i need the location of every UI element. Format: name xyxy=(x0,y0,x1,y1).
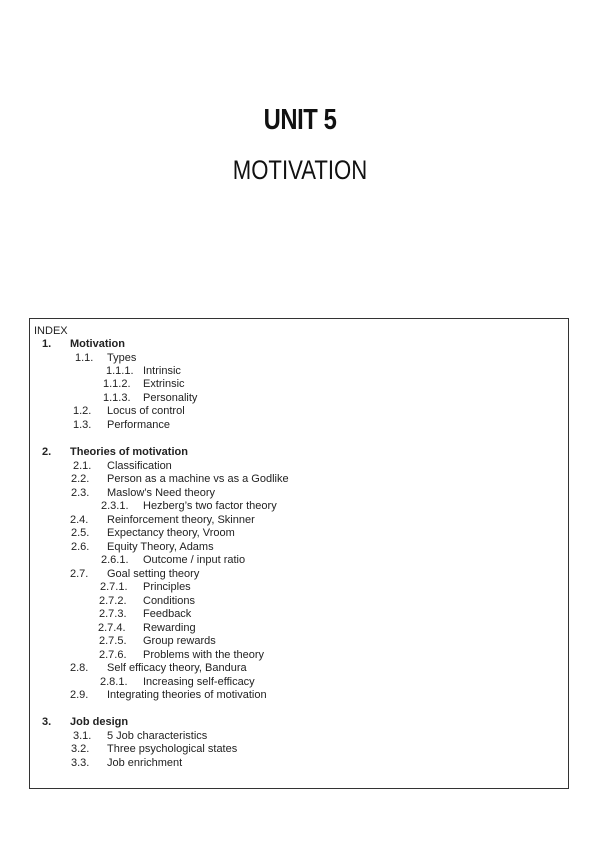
toc-number: 2.7.2. xyxy=(99,595,127,607)
toc-text: Self efficacy theory, Bandura xyxy=(107,662,247,674)
toc-number: 2.4. xyxy=(70,514,89,526)
toc-text: Theories of motivation xyxy=(70,446,188,458)
page-title: MOTIVATION xyxy=(232,155,368,185)
toc-number: 1. xyxy=(42,338,52,350)
toc-text: Job enrichment xyxy=(107,757,183,769)
toc-text: Types xyxy=(107,352,137,364)
toc-text: Problems with the theory xyxy=(143,649,265,661)
toc-text: Hezberg’s two factor theory xyxy=(143,500,277,512)
toc-text: Performance xyxy=(107,419,170,431)
toc-text: Feedback xyxy=(143,608,192,620)
toc-number: 1.1.1. xyxy=(106,365,134,377)
toc-number: 2.6. xyxy=(71,541,90,553)
toc-number: 2.8.1. xyxy=(100,676,128,688)
toc-number: 1.1.3. xyxy=(103,392,131,404)
index-box xyxy=(29,318,569,789)
toc-text: Expectancy theory, Vroom xyxy=(107,527,235,539)
toc-number: 2.8. xyxy=(70,662,89,674)
toc-text: Locus of control xyxy=(107,405,185,417)
toc-text: Rewarding xyxy=(143,622,196,634)
toc-text: Personality xyxy=(143,392,198,404)
toc-text: Three psychological states xyxy=(107,743,238,755)
toc-text: Conditions xyxy=(143,595,195,607)
toc-text: Reinforcement theory, Skinner xyxy=(107,514,255,526)
toc-number: 2.7.6. xyxy=(99,649,127,661)
toc-number: 2. xyxy=(42,446,52,458)
toc-number: 2.5. xyxy=(71,527,90,539)
toc-text: Extrinsic xyxy=(143,378,185,390)
toc-text: Group rewards xyxy=(143,635,216,647)
toc-text: Person as a machine vs as a Godlike xyxy=(107,473,289,485)
toc-text: Motivation xyxy=(70,338,125,350)
toc-text: Principles xyxy=(143,581,191,593)
toc-text: Job design xyxy=(70,716,129,728)
toc-text: Goal setting theory xyxy=(107,568,200,580)
toc-number: 2.7.3. xyxy=(99,608,127,620)
toc-text: Equity Theory, Adams xyxy=(107,541,214,553)
toc-number: 1.1. xyxy=(75,352,94,364)
toc-text: 5 Job characteristics xyxy=(107,730,208,742)
toc-number: 2.7.5. xyxy=(99,635,127,647)
toc-text: Integrating theories of motivation xyxy=(107,689,267,701)
toc-number: 3.3. xyxy=(71,757,90,769)
toc-number: 2.7.1. xyxy=(100,581,128,593)
toc-number: 1.1.2. xyxy=(103,378,131,390)
toc-text: Maslow’s Need theory xyxy=(107,487,216,499)
toc-number: 2.6.1. xyxy=(101,554,129,566)
toc-number: 3.2. xyxy=(71,743,90,755)
toc-number: 2.2. xyxy=(71,473,90,485)
toc-number: 2.3.1. xyxy=(101,500,129,512)
toc-number: 1.2. xyxy=(73,405,92,417)
toc-text: Classification xyxy=(107,460,172,472)
unit-number: UNIT 5 xyxy=(263,104,337,136)
toc-text: Increasing self-efficacy xyxy=(143,676,255,688)
toc-number: 2.1. xyxy=(73,460,92,472)
toc-number: 2.3. xyxy=(71,487,90,499)
toc-number: 2.7.4. xyxy=(98,622,126,634)
toc-number: 2.7. xyxy=(70,568,89,580)
toc-number: 3.1. xyxy=(73,730,92,742)
toc-number: 3. xyxy=(42,716,52,728)
toc-text: Intrinsic xyxy=(143,365,181,377)
toc-text: Outcome / input ratio xyxy=(143,554,246,566)
index-label: INDEX xyxy=(34,325,68,337)
toc-number: 2.9. xyxy=(70,689,89,701)
toc-number: 1.3. xyxy=(73,419,92,431)
